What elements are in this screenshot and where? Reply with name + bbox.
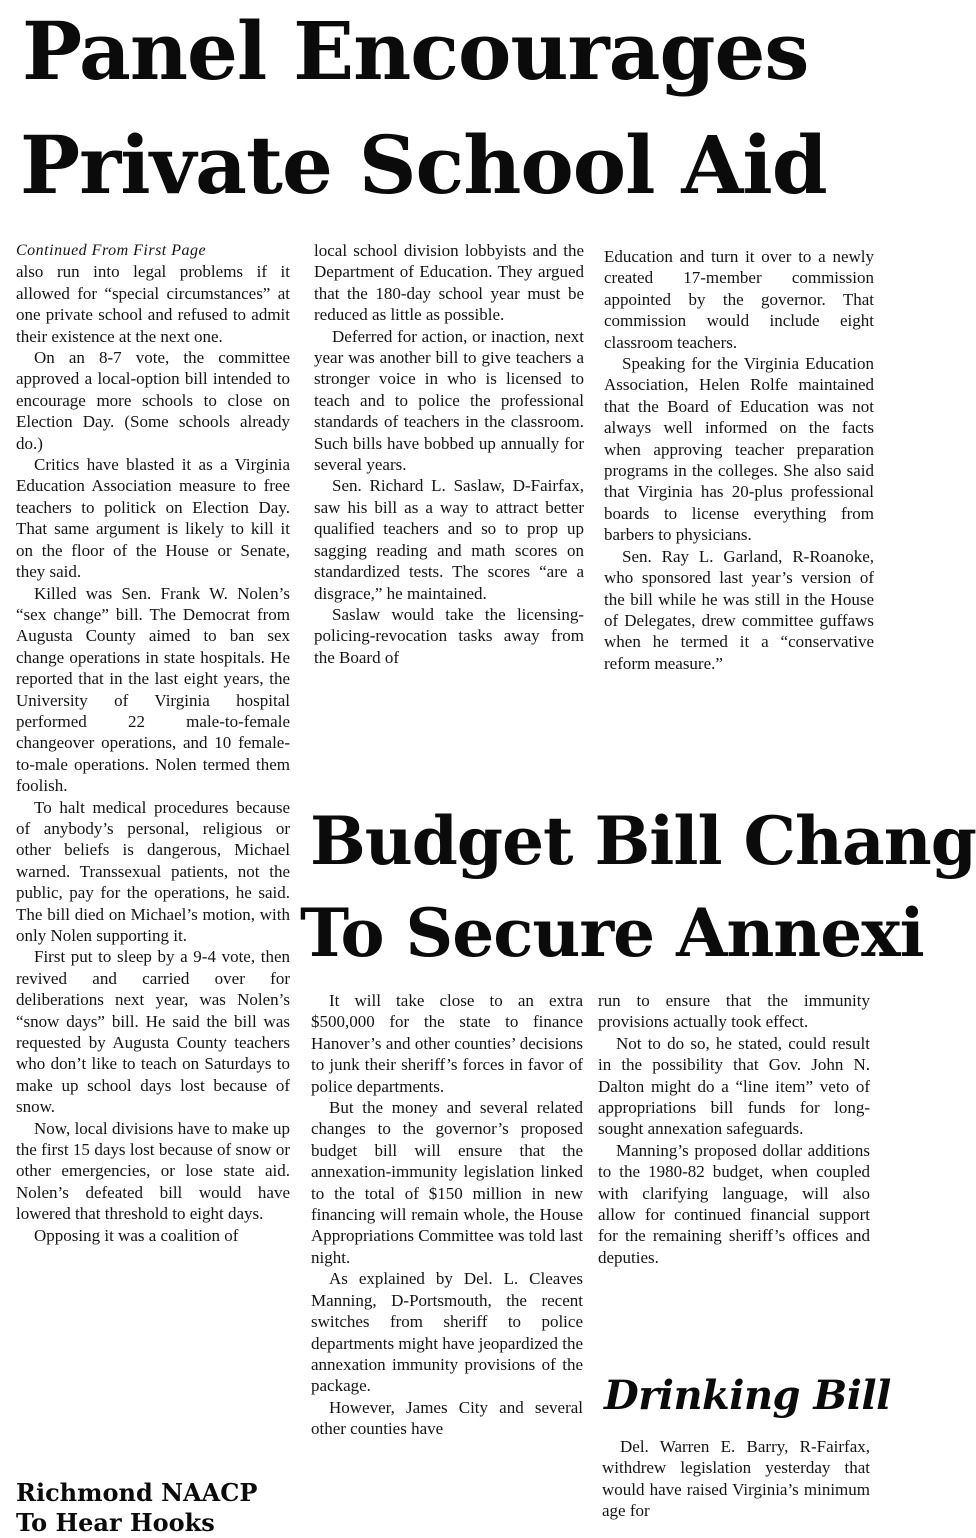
budget-story-column-2	[598, 990, 870, 1335]
paragraph: local school division lobbyists and the Department of Education. They argued that the 180-day school year must be reduced as little as possible.	[314, 241, 584, 325]
panel-story-column-3	[604, 246, 874, 796]
paragraph: Not to do so, he stated, could result in the possibility that Gov. John N. Dalton might do a “line item” veto of appropriations bill funds for long-sought annexation safeguards.	[598, 1033, 870, 1139]
paragraph: Speaking for the Virginia Education Association, Helen Rolfe maintained that the Board of Education was not always well informed on the facts when approving teacher preparation programs in the colleges. She also said that Virginia has 20-plus professional boards to license everything from barbers to physicians.	[604, 354, 874, 545]
paragraph: Deferred for action, or inaction, next year was another bill to give teachers a stronger voice in who is licensed to teach and to police the professional standards of teachers in the classroom. Such bills have bobbed up annually for several years.	[314, 326, 584, 475]
paragraph: Manning’s proposed dollar additions to the 1980-82 budget, when coupled with clarifying language, will also allow for continued financial support for the remaining sheriff’s offices and deputies.	[598, 1140, 870, 1267]
paragraph: Critics have blasted it as a Virginia Education Association measure to free teachers to politick on Election Day. That same argument is likely to kill it on the floor of the House or Senate, they said.	[16, 455, 290, 582]
headline-panel-line1: Panel Encourages	[22, 4, 809, 98]
paragraph: Opposing it was a coalition of	[34, 1225, 239, 1245]
panel-story-column-2	[314, 240, 584, 795]
paragraph: First put to sleep by a 9-4 vote, then revived and carried over for deliberations next year, was Nolen’s “snow days” bill. He said the bill was requested by Augusta County teachers who don’t like to teach on Saturdays to make up school days lost because of snow.	[16, 947, 290, 1117]
panel-story-column-1	[16, 240, 290, 1472]
headline-panel-line2: Private School Aid	[20, 118, 827, 212]
headline-budget-line1: Budget Bill Chang	[310, 802, 976, 880]
budget-story-column-1	[311, 990, 583, 1527]
paragraph: It will take close to an extra $500,000 for the state to finance Hanover’s and other counties’ decisions to junk their sheriff’s forces in favor of police departments.	[311, 991, 583, 1096]
headline-naacp-line2: To Hear Hooks	[16, 1508, 215, 1537]
paragraph: Sen. Richard L. Saslaw, D-Fairfax, saw his bill as a way to attract better qualified teachers and so to prop up sagging reading and math scores on standardized tests. The scores “are a disgrace,” he maintained.	[314, 476, 584, 603]
paragraph: However, James City and several other counties have	[311, 1397, 583, 1439]
headline-budget-line2: To Secure Annexi	[300, 894, 924, 972]
drinking-story-column-1	[602, 1436, 870, 1527]
paragraph: But the money and several related changes to the governor’s proposed budget bill will ensure that the annexation-immunity legislation linked to the total of $150 million in new financing will remain whole, the House Appropriations Committee was told last night.	[311, 1098, 583, 1267]
headline-drinking-bill: Drinking Bill	[604, 1372, 891, 1419]
paragraph: Education and turn it over to a newly created 17-member commission appointed by the governor. That commission would include eight classroom teachers.	[604, 247, 874, 352]
paragraph: also run into legal problems if it allowed for “special circumstances” at one private school and refused to admit their existence at the next one.	[16, 262, 290, 346]
jump-line: Continued From First Page	[16, 242, 207, 259]
paragraph: run to ensure that the immunity provisions actually took effect.	[598, 991, 870, 1032]
paragraph: Sen. Ray L. Garland, R-Roanoke, who sponsored last year’s version of the bill while he was still in the House of Delegates, drew committee guffaws when he termed it a “conservative reform measure.”	[604, 546, 874, 673]
paragraph: Del. Warren E. Barry, R-Fairfax, withdrew legislation yesterday that would have raised Virginia’s minimum age for	[602, 1437, 870, 1521]
paragraph: As explained by Del. L. Cleaves Manning, D-Portsmouth, the recent switches from sheriff to police departments might have jeopardized the annexation immunity provisions of the package.	[311, 1269, 583, 1396]
paragraph: To halt medical procedures because of anybody’s personal, religious or other beliefs is dangerous, Michael warned. Transsexual patients, not the public, pay for the operations, he said. The bill died on Michael’s motion, with only Nolen supporting it.	[16, 797, 290, 945]
paragraph: Saslaw would take the licensing-policing-revocation tasks away from the Board of	[314, 604, 584, 667]
paragraph: Now, local divisions have to make up the first 15 days lost because of snow or other emergencies, or lose state aid. Nolen’s defeated bill would have lowered that threshold to eight days.	[16, 1118, 290, 1224]
paragraph: Killed was Sen. Frank W. Nolen’s “sex change” bill. The Democrat from Augusta County aimed to ban sex change operations in state hospitals. He reported that in the last eight years, the University of Virginia hospital performed 22 male-to-female changeover operations, and 10 female-to-male operations. Nolen termed them foolish.	[16, 583, 290, 796]
headline-naacp-line1: Richmond NAACP	[16, 1478, 258, 1507]
paragraph: On an 8-7 vote, the committee approved a local-option bill intended to encourage more schools to close on Election Day. (Some schools already do.)	[16, 348, 290, 453]
